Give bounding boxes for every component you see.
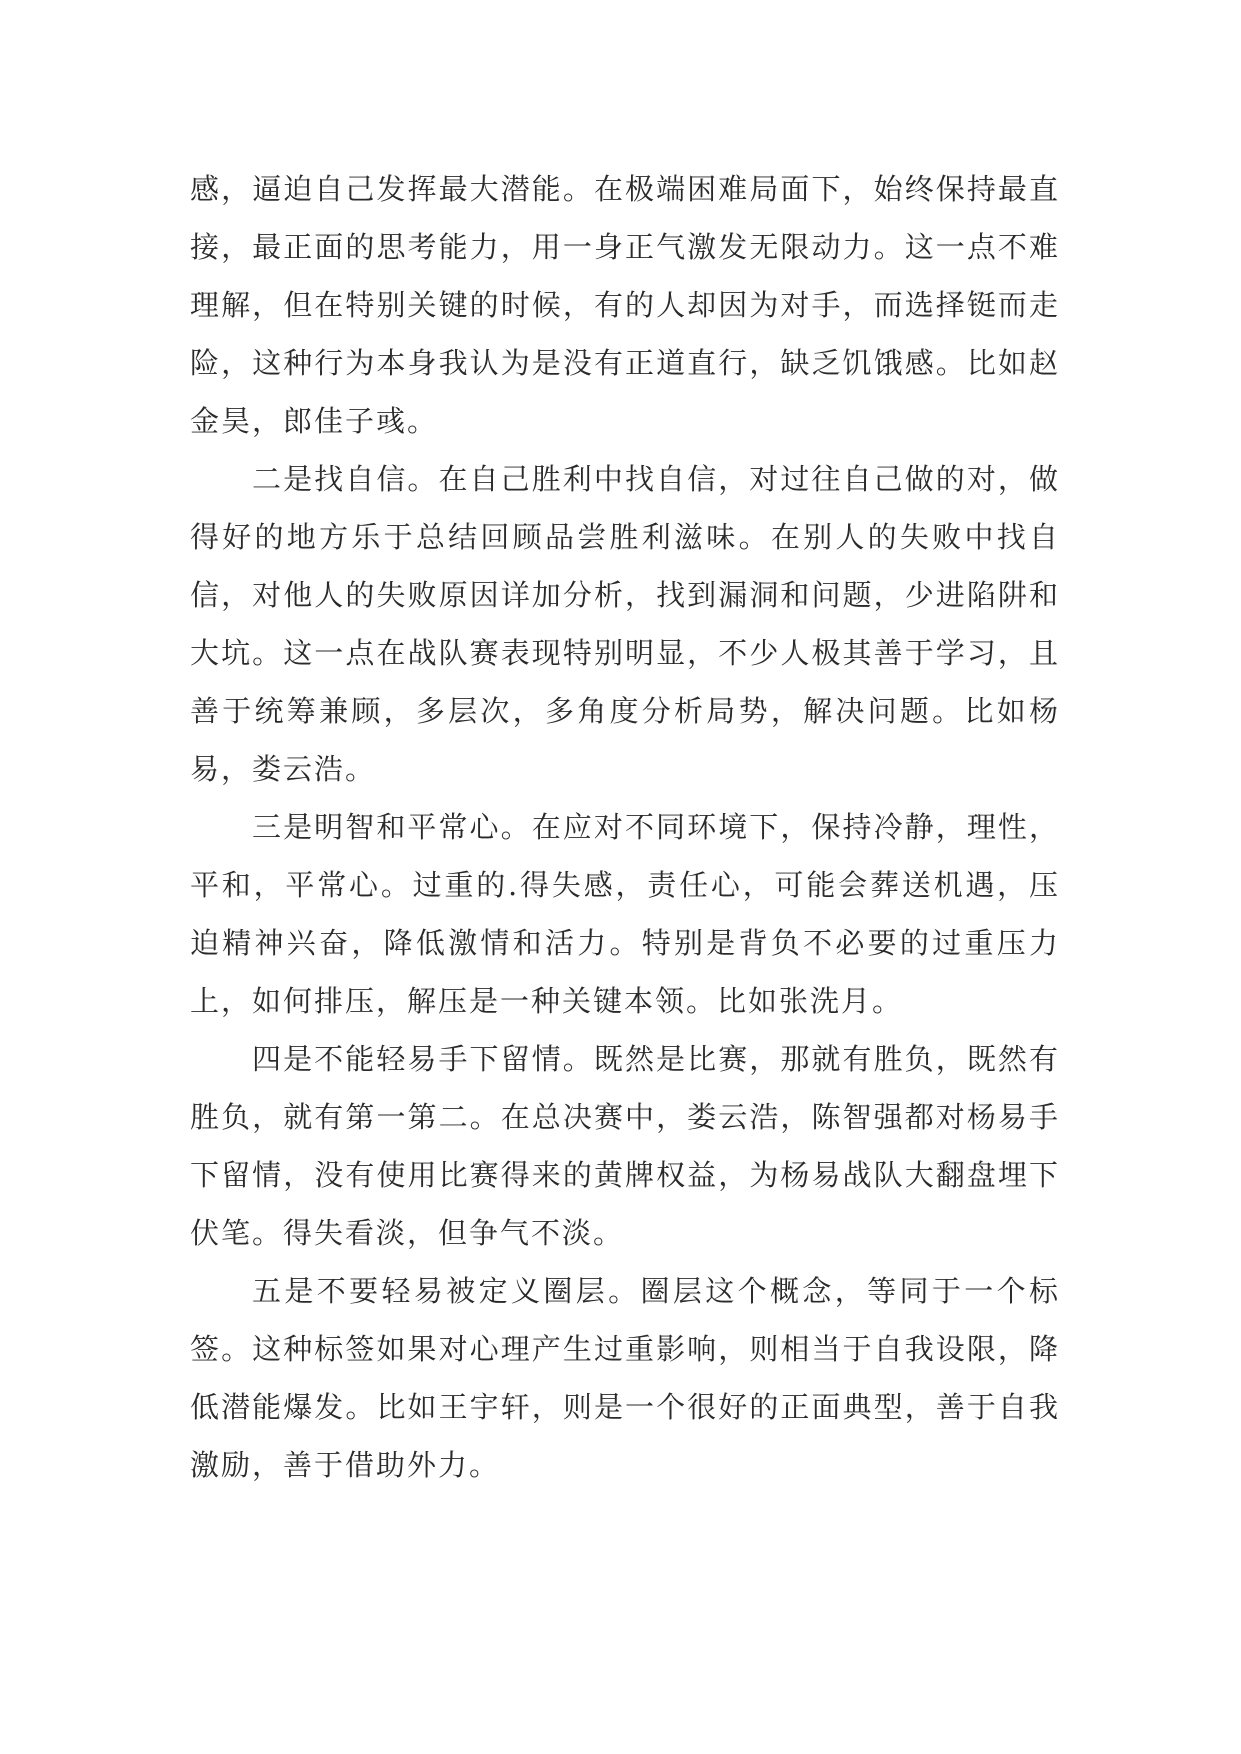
paragraph-4: 四是不能轻易手下留情。既然是比赛，那就有胜负，既然有胜负，就有第一第二。在总决赛中，娄云浩，陈智强都对杨易手下留情，没有使用比赛得来的黄牌权益，为杨易战队大翻盘埋下伏笔。得失看淡，但争气不淡。 bbox=[190, 1042, 1060, 1250]
paragraph-5: 五是不要轻易被定义圈层。圈层这个概念，等同于一个标签。这种标签如果对心理产生过重影响，则相当于自我设限，降低潜能爆发。比如王宇轩，则是一个很好的正面典型，善于自我激励，善于借助外力。 bbox=[190, 1274, 1060, 1482]
paragraph-3: 三是明智和平常心。在应对不同环境下，保持冷静，理性，平和，平常心。过重的.得失感，责任心，可能会葬送机遇，压迫精神兴奋，降低激情和活力。特别是背负不必要的过重压力上，如何排压，解压是一种关键本领。比如张洗月。 bbox=[190, 810, 1060, 1018]
paragraph-2: 二是找自信。在自己胜利中找自信，对过往自己做的对，做得好的地方乐于总结回顾品尝胜利滋味。在别人的失败中找自信，对他人的失败原因详加分析，找到漏洞和问题，少进陷阱和大坑。这一点在战队赛表现特别明显，不少人极其善于学习，且善于统筹兼顾，多层次，多角度分析局势，解决问题。比如杨易，娄云浩。 bbox=[190, 462, 1060, 786]
document-body bbox=[190, 160, 1060, 1494]
paragraph-1: 感，逼迫自己发挥最大潜能。在极端困难局面下，始终保持最直接，最正面的思考能力，用一身正气激发无限动力。这一点不难理解，但在特别关键的时候，有的人却因为对手，而选择铤而走险，这种行为本身我认为是没有正道直行，缺乏饥饿感。比如赵金昊，郎佳子彧。 bbox=[190, 172, 1060, 438]
